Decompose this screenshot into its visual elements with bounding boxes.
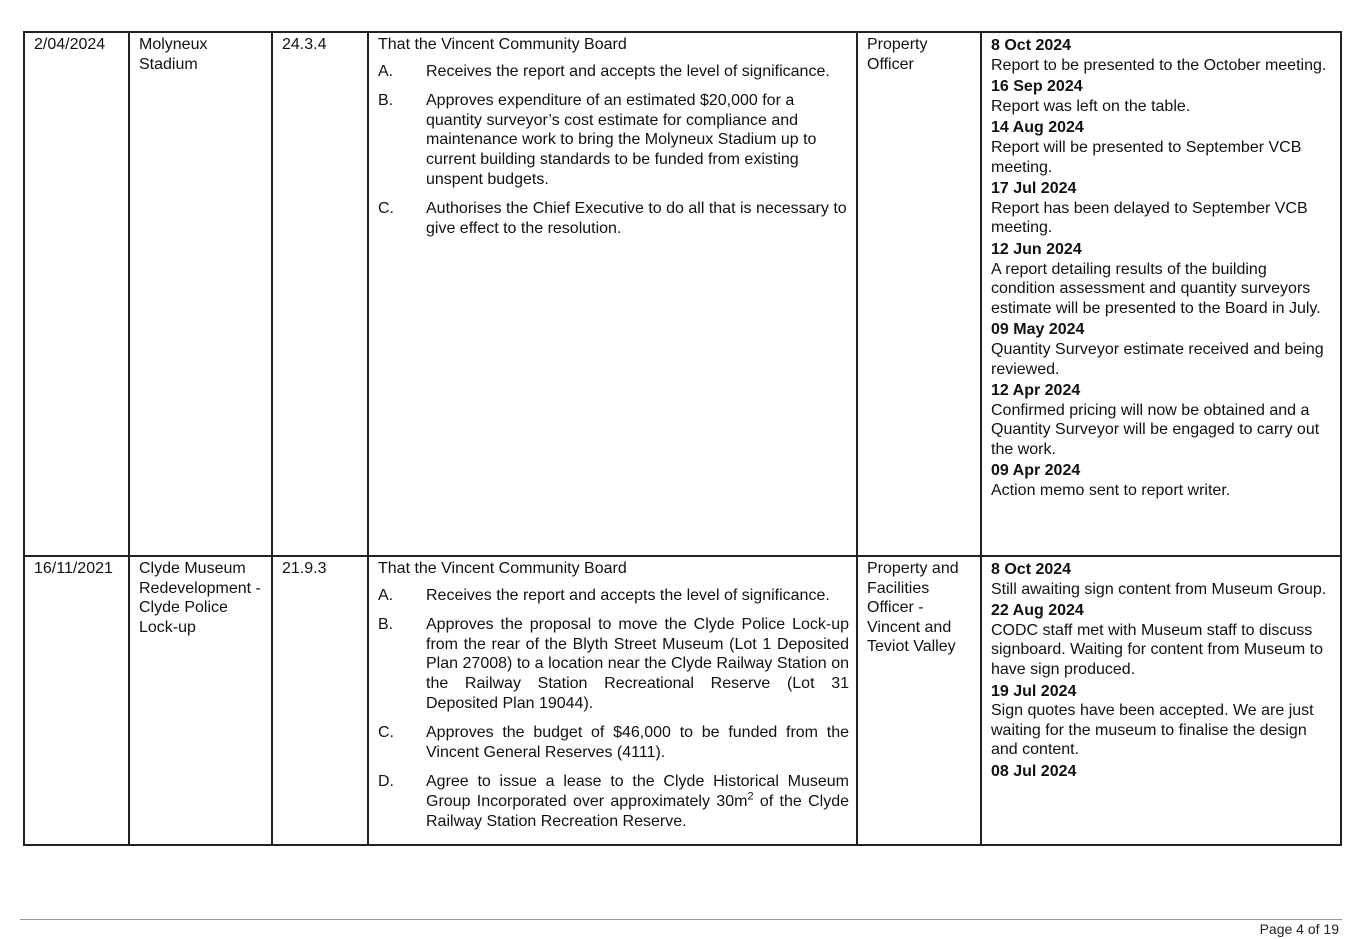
resolution-ref-cell: 21.9.3 [272,556,368,845]
status-update [991,118,1333,177]
status-update [991,179,1333,238]
page-number: Page 4 of 19 [1259,921,1339,937]
resolution-clause [378,62,849,82]
update-text: Report to be presented to the October meeting. [991,56,1327,74]
update-date: 16 Sep 2024 [991,78,1083,96]
officer-cell: Property Officer [857,32,981,556]
resolution-clause [378,199,849,238]
update-text: Report will be presented to September VCB meeting. [991,138,1302,176]
update-date: 09 May 2024 [991,321,1085,339]
update-date: 19 Jul 2024 [991,682,1077,700]
status-update [991,461,1333,500]
update-text: Report was left on the table. [991,97,1191,115]
status-update [991,77,1333,116]
meeting-date-cell: 16/11/2021 [24,556,129,845]
officer-cell: Property and Facilities Officer - Vincent and Teviot Valley [857,556,981,845]
update-text: Report has been delayed to September VCB meeting. [991,199,1308,237]
status-update [991,682,1333,760]
resolution-clause [378,615,849,713]
update-date: 22 Aug 2024 [991,602,1084,620]
clause-letter: A. [378,62,394,80]
action-table [23,31,1342,846]
clause-text: Authorises the Chief Executive to do all that is necessary to give effect to the resolution. [426,200,847,237]
status-cell [981,32,1341,556]
clause-text: Approves the budget of $46,000 to be funded from the Vincent General Reserves (4111). [426,724,849,761]
resolution-cell [368,32,857,556]
update-date: 8 Oct 2024 [991,37,1072,54]
clause-text-part: of the Clyde Railway Station Recreation Reserve. [426,792,850,830]
status-update [991,762,1333,782]
meeting-date-cell: 2/04/2024 [24,32,129,556]
update-text: Sign quotes have been accepted. We are just waiting for the museum to finalise the design and content. [991,702,1314,759]
clause-text: Receives the report and accepts the level of significance. [426,62,830,80]
resolution-clause [378,91,849,189]
resolution-clause [378,772,849,831]
status-update [991,381,1333,459]
clause-text: Approves the proposal to move the Clyde Police Lock-up from the rear of the Blyth Street Museum (Lot 1 Deposited Plan 27008) to a location near the Clyde Railway Station on the Railway Station Recreational Reserve (Lot 31 Deposited Plan 19044). [426,616,849,712]
clause-text [426,772,849,831]
resolution-clause [378,723,849,762]
status-update [991,601,1333,679]
update-text: A report detailing results of the building condition assessment and quantity surveyors estimate will be presented to the Board in July. [991,260,1321,317]
update-date: 08 Jul 2024 [991,762,1077,780]
status-update [991,240,1333,318]
clause-text: Approves expenditure of an estimated $20,000 for a quantity surveyor’s cost estimate for compliance and maintenance work to bring the Molyneux Stadium up to current building standards to be funded from existing unspent budgets. [426,92,817,188]
update-date: 12 Apr 2024 [991,382,1081,400]
resolution-intro: That the Vincent Community Board [378,560,627,577]
status-update [991,36,1333,75]
update-date: 17 Jul 2024 [991,180,1077,198]
status-update [991,560,1333,599]
update-text: CODC staff met with Museum staff to discuss signboard. Waiting for content from Museum to have sign produced. [991,621,1323,678]
clause-letter: A. [378,586,394,604]
item-cell: Clyde Museum Redevelopment - Clyde Police Lock-up [129,556,272,845]
resolution-clause [378,586,849,606]
update-text: Still awaiting sign content from Museum Group. [991,580,1327,598]
clause-letter: D. [378,773,394,791]
clause-text: Receives the report and accepts the level of significance. [426,586,830,604]
clause-letter: B. [378,616,394,634]
resolution-ref-cell: 24.3.4 [272,32,368,556]
item-cell: Molyneux Stadium [129,32,272,556]
update-text: Confirmed pricing will now be obtained and a Quantity Surveyor will be engaged to carry out the work. [991,401,1320,458]
table-row [24,32,1341,556]
update-text: Quantity Surveyor estimate received and being reviewed. [991,340,1324,378]
clause-text-part: Agree to issue a lease to the Clyde Historical Museum Group Incorporated over approximately 30m [426,773,849,810]
resolution-cell [368,556,857,845]
status-update [991,320,1333,379]
update-date: 14 Aug 2024 [991,119,1084,137]
update-date: 8 Oct 2024 [991,561,1072,578]
update-date: 09 Apr 2024 [991,462,1081,480]
clause-letter: B. [378,92,394,110]
update-date: 12 Jun 2024 [991,240,1082,258]
clause-letter: C. [378,724,394,742]
resolution-intro: That the Vincent Community Board [378,36,627,53]
table-row [24,556,1341,845]
superscript-exponent: 2 [747,790,754,803]
status-cell [981,556,1341,845]
update-text: Action memo sent to report writer. [991,482,1231,500]
footer-divider [20,919,1342,920]
clause-letter: C. [378,200,394,218]
